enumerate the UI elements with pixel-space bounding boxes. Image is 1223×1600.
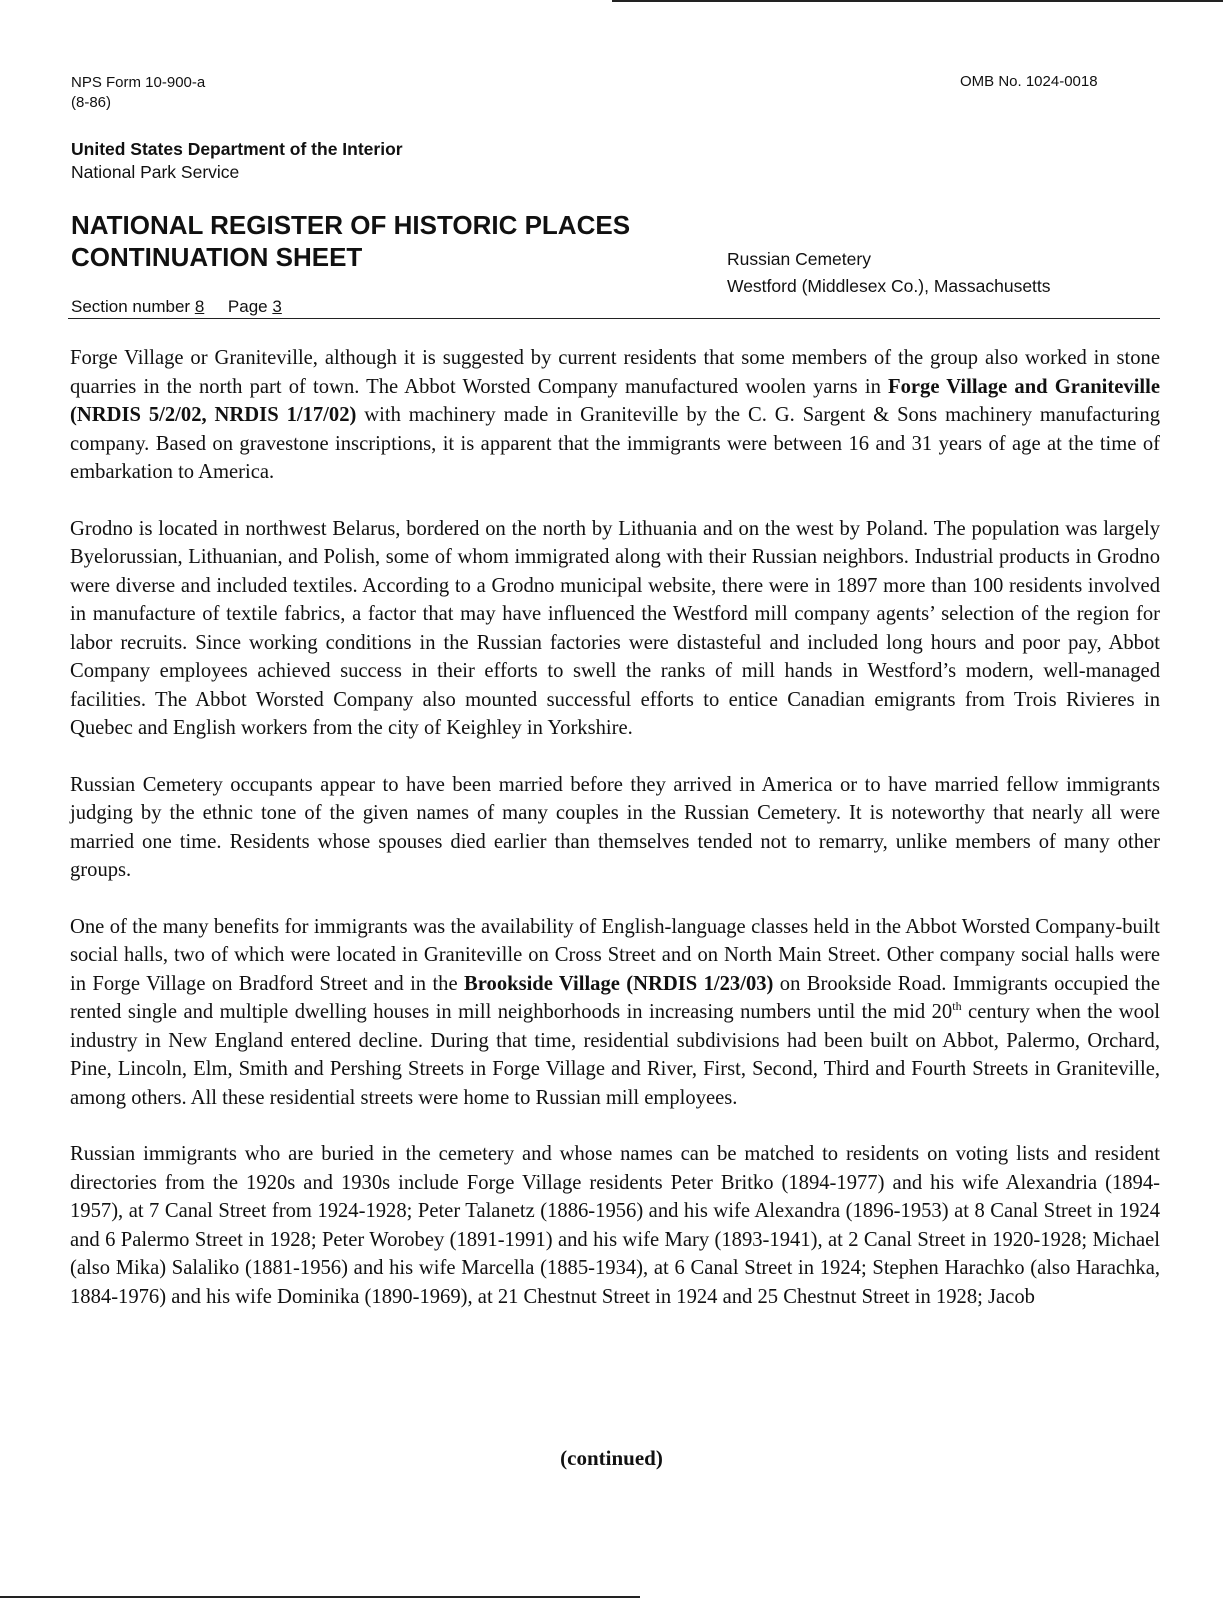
title-line-1: NATIONAL REGISTER OF HISTORIC PLACES	[71, 210, 631, 240]
document-title	[71, 209, 630, 273]
department-name: United States Department of the Interior	[71, 139, 403, 159]
agency-block	[71, 138, 403, 184]
paragraph-5: Russian immigrants who are buried in the cemetery and whose names can be matched to residents on voting lists and resident directories from the 1920s and 1930s include Forge Village residents Peter Britko (1894-1977) and his wife Alexandria (1894-1957), at 7 Canal Street from 1924-1928; Peter Talanetz (1886-1956) and his wife Alexandra (1896-1953) at 8 Canal Street in 1924 and 6 Palermo Street in 1928; Peter Worobey (1891-1991) and his wife Mary (1893-1941), at 2 Canal Street in 1920-1928; Michael (also Mika) Salaliko (1881-1956) and his wife Marcella (1885-1934), at 6 Canal Street in 1924; Stephen Harachko (also Harachka, 1884-1976) and his wife Dominika (1890-1969), at 21 Chestnut Street in 1924 and 25 Chestnut Street in 1928; Jacob	[70, 1143, 1160, 1308]
section-page-line	[71, 297, 282, 317]
form-identifier	[71, 73, 205, 113]
superscript: th	[952, 999, 962, 1014]
header-divider	[68, 318, 1160, 319]
paragraph-2: Grodno is located in northwest Belarus, bordered on the north by Lithuania and on the west by Poland. The population was largely Byelorussian, Lithuanian, and Polish, some of whom immigrated along with their Russian neighbors. Industrial products in Grodno were diverse and included textiles. According to a Grodno municipal website, there were in 1897 more than 100 residents involved in manufacture of textile fabrics, a factor that may have influenced the Westford mill company agents’ selection of the region for labor recruits. Since working conditions in the Russian factories were distasteful and included long hours and poor pay, Abbot Company employees achieved success in their efforts to swell the ranks of mill hands in Westford’s modern, well-managed facilities. The Abbot Worsted Company also mounted successful efforts to entice Canadian emigrants from Trois Rivieres in Quebec and English workers from the city of Keighley in Yorkshire.	[70, 517, 1160, 739]
paragraph-1: Forge Village or Graniteville, although it is suggested by current residents that some members of the group also worked in stone quarries in the north part of town. The Abbot Worsted Company manufactured woolen yarns in Forge Village and Graniteville (NRDIS 5/2/02, NRDIS 1/17/02) with machinery made in Graniteville by the C. G. Sargent & Sons machinery manufacturing company. Based on gravestone inscriptions, it is apparent that the immigrants were between 16 and 31 years of age at the time of embarkation to America.	[70, 347, 1161, 483]
bold-reference: Forge Village and Graniteville (NRDIS 5/2/02, NRDIS 1/17/02)	[70, 375, 1161, 426]
property-location: Westford (Middlesex Co.), Massachusetts	[727, 276, 1051, 296]
page-number: 3	[272, 297, 282, 316]
continued-label: (continued)	[560, 1446, 663, 1470]
omb-number: OMB No. 1024-0018	[960, 73, 1098, 90]
agency-name: National Park Service	[71, 162, 240, 182]
body-text	[70, 344, 1160, 1339]
title-line-2: CONTINUATION SHEET	[71, 242, 363, 272]
top-border-line	[612, 0, 1223, 2]
paragraph-3: Russian Cemetery occupants appear to have been married before they arrived in America or to have married fellow immigrants judging by the ethnic tone of the given names of many couples in the Russian Cemetery. It is noteworthy that nearly all were married one time. Residents whose spouses died earlier than themselves tended not to remarry, unlike members of many other groups.	[70, 773, 1160, 881]
form-date: (8-86)	[71, 94, 112, 111]
bottom-border-line	[0, 1596, 640, 1598]
section-number: 8	[194, 297, 205, 316]
bold-reference: Brookside Village (NRDIS 1/23/03)	[464, 972, 774, 995]
page-label: Page	[227, 297, 268, 316]
section-label: Section number	[71, 297, 191, 316]
property-block	[727, 246, 1051, 300]
form-number: NPS Form 10-900-a	[71, 74, 206, 91]
paragraph-4: One of the many benefits for immigrants was the availability of English-language classes held in the Abbot Worsted Company-built social halls, two of which were located in Graniteville on Cross Street and on North Main Street. Other company social halls were in Forge Village on Bradford Street and in the Brookside Village (NRDIS 1/23/03) on Brookside Road. Immigrants occupied the rented single and multiple dwelling houses in mill neighborhoods in increasing numbers until the mid 20th century when the wool industry in New England entered decline. During that time, residential subdivisions had been built on Abbot, Palermo, Orchard, Pine, Lincoln, Elm, Smith and Pershing Streets in Forge Village and River, First, Second, Third and Fourth Streets in Graniteville, among others. All these residential streets were home to Russian mill employees.	[70, 915, 1160, 1109]
property-name: Russian Cemetery	[727, 249, 871, 269]
